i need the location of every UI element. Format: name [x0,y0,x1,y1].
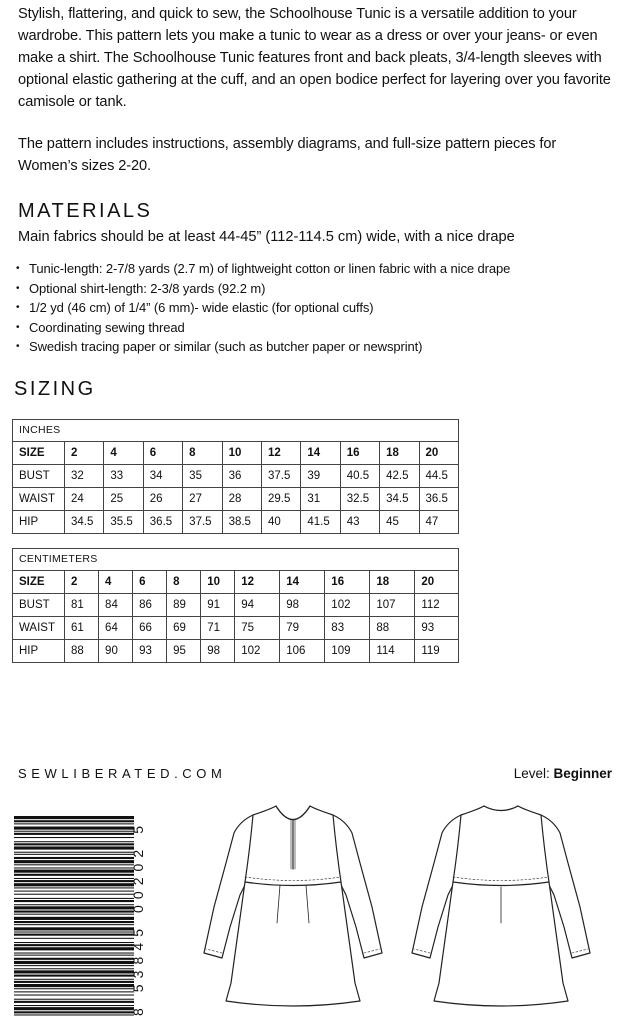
table-cell: 20 [415,571,459,594]
table-row [13,640,459,663]
barcode-bar [14,883,134,886]
table-cell: WAIST [13,617,65,640]
barcode-icon [14,816,134,1016]
table-cell: 35.5 [104,511,143,534]
table-cell: 33 [104,465,143,488]
barcode-bar [14,854,134,855]
barcode-bar [14,1011,134,1013]
table-cell: 69 [167,617,201,640]
table-cell: 8 [167,571,201,594]
table-cell: 109 [325,640,370,663]
barcode-bar [14,846,134,849]
table-cell: BUST [13,465,65,488]
table-cell: 102 [325,594,370,617]
barcode-bar [14,837,134,838]
barcode-bar [14,891,134,892]
table-cell: 14 [301,442,340,465]
table-row [13,442,459,465]
table-cell: 10 [201,571,235,594]
table-cell: 16 [325,571,370,594]
barcode-bar [14,841,134,842]
table-cell: 44.5 [419,465,458,488]
barcode-bar [14,870,134,873]
table-cell: HIP [13,640,65,663]
tunic-back-illustration [408,803,594,1009]
barcode-bar [14,924,134,925]
table-cell: 2 [65,571,99,594]
table-cell: 32.5 [340,488,379,511]
table-cell: 37.5 [261,465,300,488]
table-cell: 119 [415,640,459,663]
table-cell: 47 [419,511,458,534]
table-cell: 16 [340,442,379,465]
table-cell: 112 [415,594,459,617]
table-row [13,617,459,640]
table-cell: 10 [222,442,261,465]
barcode-bar [14,955,134,956]
table-cell: 89 [167,594,201,617]
table-row [13,465,459,488]
table-cell: 84 [99,594,133,617]
table-cell: 38.5 [222,511,261,534]
barcode-bar [14,833,134,835]
table-cell: 26 [143,488,182,511]
table-cell: 35 [183,465,222,488]
table-cell: 91 [201,594,235,617]
barcode-bar [14,898,134,899]
size-table-inches [12,419,459,534]
table-cell: 71 [201,617,235,640]
table-cell: BUST [13,594,65,617]
table-cell: 6 [143,442,182,465]
table-cell: 64 [99,617,133,640]
barcode-bar [14,911,134,913]
table-cell: 114 [370,640,415,663]
table-cell: WAIST [13,488,65,511]
table-cell: 20 [419,442,458,465]
intro-text [18,3,618,177]
table-caption-row [13,549,459,571]
barcode-bar [14,968,134,969]
table-cell: 31 [301,488,340,511]
table-cell: 12 [261,442,300,465]
barcode-bar [14,942,134,943]
materials-item: • Swedish tracing paper or similar (such as butcher paper or newsprint) [14,337,510,357]
barcode-bar [14,927,134,930]
barcode-bar [14,988,134,989]
table-cell: 36 [222,465,261,488]
table-cell: 29.5 [261,488,300,511]
barcode-bar [14,958,134,960]
table-cell: 66 [133,617,167,640]
barcode-bar [14,831,134,832]
table-cell: 75 [235,617,280,640]
barcode-bar [14,843,134,845]
barcode-bar [14,816,134,819]
table-cell: 88 [370,617,415,640]
table-cell: 18 [380,442,419,465]
table-row [13,594,459,617]
table-cell: 34.5 [65,511,104,534]
barcode-bar [14,944,134,946]
table-cell: 8 [183,442,222,465]
table-cell: 98 [201,640,235,663]
table-cell: 27 [183,488,222,511]
table-cell: 107 [370,594,415,617]
barcode-bar [14,981,134,983]
table-cell: HIP [13,511,65,534]
table-cell: 102 [235,640,280,663]
sizing-heading: SIZING [14,378,96,400]
barcode-bar [14,823,134,824]
table-row [13,488,459,511]
barcode-bar [14,999,134,1000]
table-cell: 81 [65,594,99,617]
barcode-bar [14,975,134,977]
barcode-number-text: 8 53845 00202 5 [130,826,146,1016]
table-cell: SIZE [13,571,65,594]
materials-lead: Main fabrics should be at least 44-45” (112-114.5 cm) wide, with a nice drape [18,229,515,245]
table-cell: 106 [280,640,325,663]
table-cell: 79 [280,617,325,640]
table-cell: 28 [222,488,261,511]
website-url[interactable]: SEWLIBERATED.COM [18,766,227,781]
barcode-bar [14,867,134,868]
table-cell: 40.5 [340,465,379,488]
tunic-front-illustration [200,803,386,1009]
barcode-bar [14,947,134,950]
table-caption-row [13,420,459,442]
barcode-bar [14,827,134,830]
barcode-bar [14,820,134,822]
barcode-bar [14,878,134,879]
table-cell: 6 [133,571,167,594]
skill-level [514,766,612,781]
intro-paragraph-1: Stylish, flattering, and quick to sew, the Schoolhouse Tunic is a versatile addition to your wardrobe. This pattern lets you make a tunic to wear as a dress or over your jeans- or even make a shirt. The Schoolhouse Tunic features front and back pleats, 3/4-length sleeves with optional elastic gathering at the cuff, and an open bodice perfect for layering over you favorite camisole or tank. [18,6,611,110]
table-cell: 32 [65,465,104,488]
table-cell: 93 [133,640,167,663]
barcode-number [128,820,148,1016]
table-cell: 36.5 [419,488,458,511]
barcode-bar [14,965,134,966]
table-cell: 94 [235,594,280,617]
table-cell: 24 [65,488,104,511]
barcode-bar [14,1007,134,1010]
barcode-bar [14,979,134,980]
barcode-bar [14,1005,134,1006]
table-cell: 4 [104,442,143,465]
barcode-bar [14,984,134,987]
barcode-bar [14,904,134,905]
barcode-bar [14,995,134,996]
table-cell: 43 [340,511,379,534]
barcode-bar [14,900,134,902]
table-row [13,571,459,594]
materials-heading: MATERIALS [18,200,153,222]
table-caption: CENTIMETERS [13,549,459,571]
table-cell: 93 [415,617,459,640]
materials-list [14,259,510,357]
barcode-bar [14,914,134,915]
materials-item: • Coordinating sewing thread [14,318,510,338]
table-cell: 40 [261,511,300,534]
barcode-bar [14,917,134,920]
table-cell: 12 [235,571,280,594]
barcode-bar [14,938,134,939]
barcode-bar [14,953,134,954]
table-cell: 14 [280,571,325,594]
barcode-bar [14,932,134,933]
barcode-bar [14,857,134,859]
intro-paragraph-2: The pattern includes instructions, assembly diagrams, and full-size pattern pieces for Women’s sizes 2-20. [18,136,557,174]
barcode-bar [14,991,134,992]
table-cell: 98 [280,594,325,617]
size-table-centimeters [12,548,459,663]
table-cell: 42.5 [380,465,419,488]
table-cell: 90 [99,640,133,663]
barcode-bar [14,860,134,863]
barcode-bar [14,894,134,895]
table-cell: 18 [370,571,415,594]
table-cell: 37.5 [183,511,222,534]
table-cell: 25 [104,488,143,511]
level-value: Beginner [553,766,612,781]
table-cell: 86 [133,594,167,617]
table-cell: 4 [99,571,133,594]
barcode-bar [14,921,134,923]
table-cell: 36.5 [143,511,182,534]
barcode-bar [14,970,134,973]
table-cell: 41.5 [301,511,340,534]
table-row [13,511,459,534]
table-cell: 45 [380,511,419,534]
barcode-bar [14,852,134,853]
barcode-bar [14,1014,134,1015]
table-cell: 95 [167,640,201,663]
barcode-bar [14,906,134,909]
table-cell: 83 [325,617,370,640]
barcode-bar [14,934,134,936]
table-cell: 61 [65,617,99,640]
table-cell: 34 [143,465,182,488]
table-cell: 34.5 [380,488,419,511]
barcode-bar [14,1001,134,1003]
materials-item: • Optional shirt-length: 2-3/8 yards (92.2 m) [14,279,510,299]
barcode-bar [14,887,134,888]
level-label: Level: [513,766,550,781]
table-cell: 2 [65,442,104,465]
barcode-bar [14,874,134,876]
barcode-bar [14,880,134,882]
barcode-bar [14,961,134,964]
table-cell: 88 [65,640,99,663]
barcode-bar [14,864,134,865]
table-cell: 39 [301,465,340,488]
materials-item: • Tunic-length: 2-7/8 yards (2.7 m) of lightweight cotton or linen fabric with a nice drape [14,259,510,279]
table-cell: SIZE [13,442,65,465]
table-caption: INCHES [13,420,459,442]
materials-item: • 1/2 yd (46 cm) of 1/4” (6 mm)- wide elastic (for optional cuffs) [14,298,510,318]
